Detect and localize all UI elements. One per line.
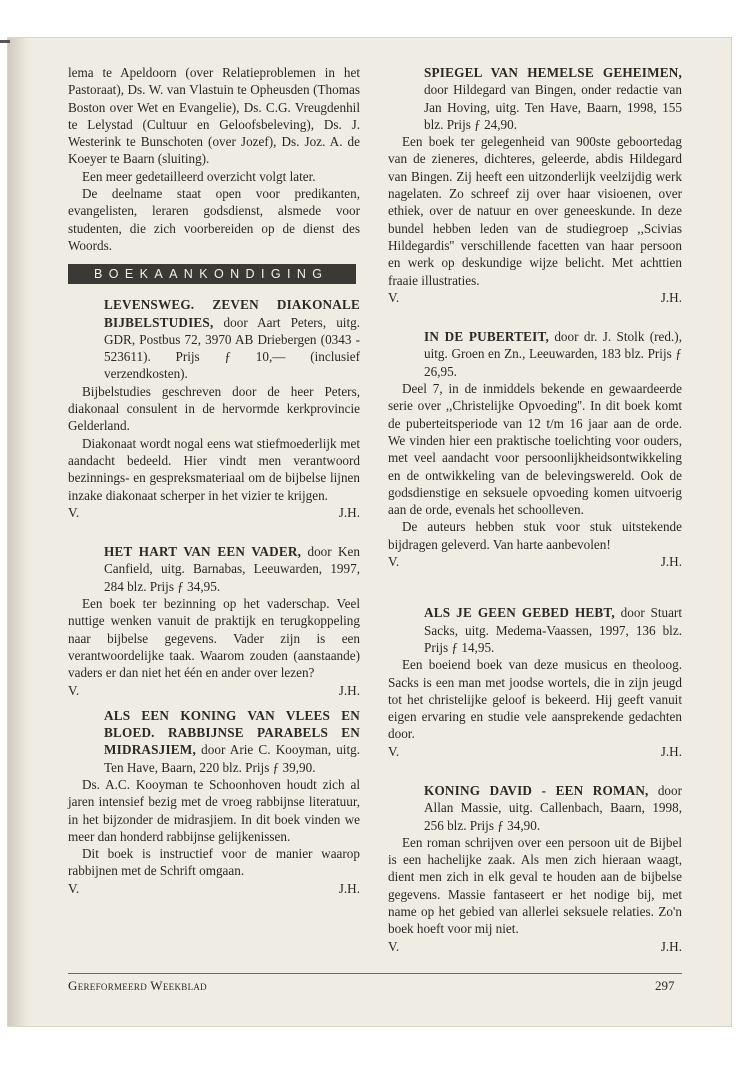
review-paragraph: Bijbelstudies geschreven door de heer Peters, diakonaal consulent in de hervormde kerkprovincie Gelderland. bbox=[68, 383, 360, 434]
page-number: 297 bbox=[655, 978, 675, 993]
book-details: door Arie C. Kooyman, uitg. Ten Have, Baarn, 220 blz. Prijs ƒ 39,90. bbox=[104, 742, 361, 775]
book-title: SPIEGEL VAN HEMELSE GEHEIMEN, bbox=[424, 65, 682, 80]
review-signature bbox=[388, 289, 682, 306]
book-announcement bbox=[68, 296, 360, 521]
entry-heading bbox=[388, 782, 682, 834]
intro-paragraph: De deelname staat open voor predikanten, evangelisten, leraren godsdienst, alsmede voor studenten, die zich voorbereiden op de dienst des Woords. bbox=[68, 186, 360, 253]
intro-paragraph: Een meer gedetailleerd overzicht volgt later. bbox=[82, 168, 316, 184]
review-paragraph: Ds. A.C. Kooyman te Schoonhoven houdt zich al jaren intensief bezig met de vroeg rabbijnse literatuur, in het bijzonder de midrasjiem. In dit boek vinden we meer dan honderd rabbijnse gelijkenissen. bbox=[68, 776, 360, 844]
entry-heading bbox=[388, 604, 682, 656]
signature-author: J.H. bbox=[338, 504, 360, 520]
review-paragraph: De auteurs hebben stuk voor stuk uitstekende bijdragen geleverd. Van harte aanbevolen! bbox=[388, 519, 682, 552]
review-signature bbox=[68, 880, 360, 897]
spine-mark bbox=[0, 40, 10, 43]
signature-initial: V. bbox=[388, 289, 400, 305]
review-paragraph: Deel 7, in de inmiddels bekende en gewaardeerde serie over ,,Christelijke Opvoeding''. In dit boek komt de puberteitsperiode van 12 t/m 16 jaar aan de orde. We vinden hier een praktische toelichting voor ouders, met veel aandacht voor persoonlijkheidsontwikkeling en de ontwikkeling van de belevingswereld. Ook de godsdienstige en seksuele opvoeding komen uitvoerig aan de orde, evenals het schoolleven. bbox=[388, 381, 682, 518]
review-paragraph: Dit boek is instructief voor de manier waarop rabbijnen met de Schrift omgaan. bbox=[68, 846, 360, 879]
book-announcement bbox=[388, 604, 682, 760]
book-details: door Ken Canfield, uitg. Barnabas, Leeuwarden, 1997, 284 blz. Prijs ƒ 34,95. bbox=[104, 544, 360, 594]
signature-author: J.H. bbox=[338, 682, 360, 698]
book-details: door Aart Peters, uitg. GDR, Postbus 72, 3970 AB Driebergen (0343 - 523611). Prijs ƒ 10,— (inclusief verzendkosten). bbox=[104, 314, 361, 382]
review-paragraph: Diakonaat wordt nogal eens wat stiefmoederlijk met aandacht bedeeld. Hier vindt men verantwoord bezinnings- en gespreksmateriaal om de bijbelse lijnen inzake diakonaat scherper in het vizier te krijgen. bbox=[68, 435, 360, 503]
signature-initial: V. bbox=[388, 743, 400, 759]
signature-initial: V. bbox=[388, 554, 400, 570]
signature-initial: V. bbox=[68, 504, 80, 520]
book-title: HET HART VAN EEN VADER, bbox=[104, 544, 302, 560]
entry-heading bbox=[388, 328, 682, 380]
signature-author: J.H. bbox=[660, 938, 682, 954]
review-signature bbox=[68, 682, 360, 699]
footer-rule bbox=[68, 973, 682, 974]
intro-paragraph: lema te Apeldoorn (over Relatieproblemen in het Pastoraat), Ds. W. van Vlastuin te Opheusden (Thomas Boston over Wet en Evangelie), Ds. C.G. Vreugdenhil te Lelystad (Cultuur en Geloofsbeleving), Ds. J. Westerink te Bunschoten (over Jozef), Ds. Joz. A. de Koeyer te Baarn (sluiting). bbox=[68, 65, 360, 167]
right-column bbox=[388, 64, 682, 955]
signature-initial: V. bbox=[388, 938, 400, 954]
book-details: door Allan Massie, uitg. Callenbach, Baarn, 1998, 256 blz. Prijs ƒ 34,90. bbox=[424, 782, 682, 833]
entry-heading bbox=[68, 296, 360, 382]
signature-author: J.H. bbox=[660, 554, 682, 570]
review-paragraph: Een boek ter bezinning op het vaderschap. Veel nuttige wenken vanuit de praktijk en terugkoppeling naar bijbelse gegevens. Vader zijn is een verantwoordelijke taak. Waarom zouden (aanstaande) vaders er dan niet het één en ander over lezen? bbox=[68, 596, 360, 681]
book-announcement bbox=[68, 543, 360, 699]
section-heading-bar: BOEKAANKONDIGING bbox=[68, 264, 356, 284]
book-announcement bbox=[388, 328, 682, 570]
review-paragraph: Een roman schrijven over een persoon uit de Bijbel is een hachelijke zaak. Als men zich hieraan waagt, dient men zich in elk geval te houden aan de bijbelse gegevens. Massie fantaseert er het nodige bij, met name op het gebied van allerlei seksuele relaties. Zo'n boek hoeft voor mij niet. bbox=[388, 834, 682, 937]
entry-heading bbox=[388, 64, 682, 133]
binding-edge bbox=[8, 38, 30, 1026]
signature-author: J.H. bbox=[660, 289, 682, 305]
signature-initial: V. bbox=[68, 880, 80, 896]
signature-initial: V. bbox=[68, 682, 80, 698]
book-title: ALS EEN KONING VAN VLEES EN BLOED. RABBIJNSE PARABELS EN MIDRASJIEM, bbox=[104, 707, 360, 758]
publication-title: Gereformeerd Weekblad bbox=[68, 978, 207, 993]
entry-heading bbox=[68, 707, 360, 776]
review-signature bbox=[68, 504, 360, 521]
book-details: door Hildegard van Bingen, onder redactie van Jan Hoving, uitg. Ten Have, Baarn, 1998, 155 blz. Prijs ƒ 24,90. bbox=[424, 82, 682, 132]
book-announcement bbox=[388, 782, 682, 955]
signature-author: J.H. bbox=[338, 880, 360, 896]
book-title: LEVENSWEG. ZEVEN DIAKONALE BIJBELSTUDIES, bbox=[104, 297, 360, 330]
book-title: ALS JE GEEN GEBED HEBT, bbox=[424, 605, 615, 621]
book-details: door dr. J. Stolk (red.), uitg. Groen en Zn., Leeuwarden, 183 blz. Prijs ƒ 26,95. bbox=[424, 329, 682, 379]
entry-heading bbox=[68, 543, 360, 595]
signature-author: J.H. bbox=[660, 743, 682, 759]
review-paragraph: Een boek ter gelegenheid van 900ste geboortedag van de zieneres, dichteres, geleerde, abdis Hildegard van Bingen. Zij heeft een uitzonderlijk veelzijdig werk nagelaten. Zo schreef zij over haar visioenen, over ethiek, over de natuur en over geneeskunde. In deze bundel hebben leden van de studiegroep ,,Scivias Hildegardis'' verschillende facetten van haar persoon en werk op deskundige wijze belicht. Met achttien fraaie illustraties. bbox=[388, 134, 682, 288]
left-column bbox=[68, 64, 360, 897]
review-signature bbox=[388, 743, 682, 760]
book-announcement bbox=[68, 707, 360, 897]
book-details: door Stuart Sacks, uitg. Medema-Vaassen, 1997, 136 blz. Prijs ƒ 14,95. bbox=[424, 605, 682, 655]
book-announcement bbox=[388, 64, 682, 306]
book-title: KONING DAVID - EEN ROMAN, bbox=[424, 782, 649, 798]
review-signature bbox=[388, 938, 682, 955]
review-paragraph: Een boeiend boek van deze musicus en theoloog. Sacks is een man met joodse wortels, die in zijn jeugd tot het christelijke geloof is bekeerd. Hij geeft vanuit eigen ervaring en studie vele aansprekende gedachten door. bbox=[388, 657, 682, 742]
book-title: IN DE PUBERTEIT, bbox=[424, 329, 549, 345]
review-signature bbox=[388, 553, 682, 570]
